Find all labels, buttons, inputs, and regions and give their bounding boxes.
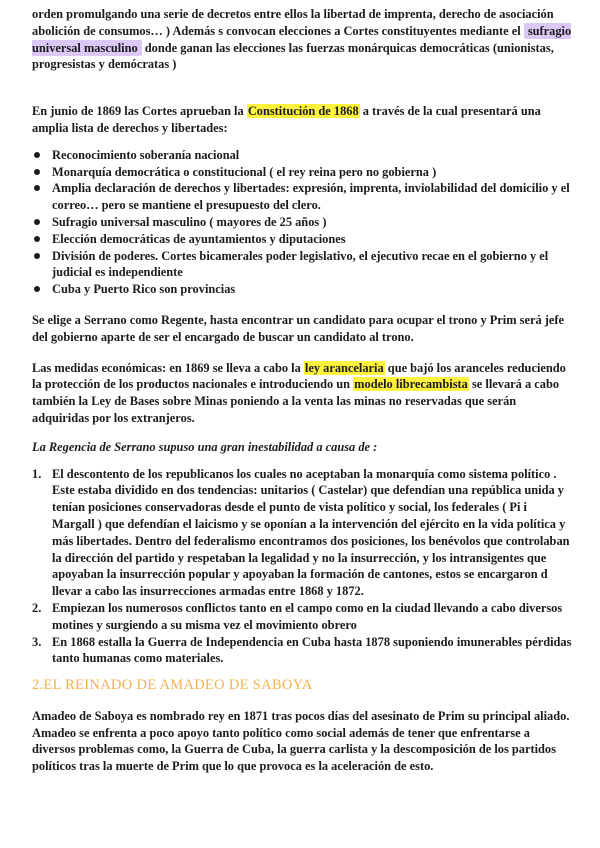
- bullet-icon: [34, 169, 40, 175]
- list-item-text: Sufragio universal masculino ( mayores de 25 años ): [52, 214, 327, 229]
- list-item: [32, 281, 572, 298]
- economy-paragraph: [32, 360, 572, 427]
- bullet-icon: [34, 236, 40, 242]
- serrano-paragraph: Se elige a Serrano como Regente, hasta encontrar un candidato para ocupar el trono y Prim será jefe del gobierno aparte de ser el encargado de buscar un candidato al trono.: [32, 312, 565, 344]
- list-item-text: Amplia declaración de derechos y libertades: expresión, imprenta, inviolabilidad del domicilio y el correo… pero se mantiene el presupuesto del clero.: [52, 181, 570, 213]
- bullet-icon: [34, 253, 40, 259]
- rights-list: [32, 147, 572, 298]
- list-number: 2.: [32, 600, 42, 615]
- list-item: [32, 600, 572, 634]
- regencia-title: La Regencia de Serrano supuso una gran inestabilidad a causa de :: [32, 439, 378, 454]
- list-number: 3.: [32, 634, 42, 649]
- highlight-sufragio: sufragio universal masculino: [32, 23, 572, 55]
- highlight-constitucion: Constitución de 1868: [247, 104, 359, 119]
- list-item: [32, 147, 572, 164]
- document-page: [32, 6, 572, 775]
- intro-paragraph: [32, 6, 572, 73]
- list-item-text: Empiezan los numerosos conflictos tanto en el campo como en la ciudad llevando a cabo diversos motines y surgiendo a su misma vez el movimiento obrero: [52, 600, 563, 632]
- intro-text-a: orden promulgando una serie de decretos entre ellos la libertad de imprenta, derecho de asociación abolición de consumos… ) Además s convocan elecciones a Cortes constituyentes mediante el: [32, 7, 554, 38]
- bullet-icon: [34, 219, 40, 225]
- economy-text-a: Las medidas económicas: en 1869 se lleva a cabo la: [32, 360, 304, 375]
- bullet-icon: [34, 152, 40, 158]
- section-heading: 2.EL REINADO DE AMADEO DE SABOYA: [32, 677, 313, 694]
- economy-text-c: se llevará a cabo también la Ley de Bases sobre Minas poniendo a la venta las minas no reservadas que serán adquiridas por los extranjeros.: [32, 377, 560, 425]
- list-item: [32, 180, 572, 214]
- intro-text-b: donde ganan las elecciones las fuerzas monárquicas democráticas (unionistas, progresistas y demócratas ): [32, 40, 554, 72]
- list-item-text: Cuba y Puerto Rico son provincias: [52, 282, 236, 297]
- list-item: [32, 248, 572, 282]
- amadeo-paragraph: Amadeo de Saboya es nombrado rey en 1871 tras pocos días del asesinato de Prim su principal aliado. Amadeo se enfrenta a poco apoyo tanto político como social además de tener que enfrentarse a diversos problemas como, la Guerra de Cuba, la guerra carlista y la descomposición de los partidos políticos tras la muerte de Prim que lo que provoca es la aceleración de esto.: [32, 708, 570, 774]
- list-item-text: Elección democráticas de ayuntamientos y diputaciones: [52, 231, 346, 246]
- highlight-modelo-librecambista: modelo librecambista: [354, 377, 468, 392]
- bullet-icon: [34, 185, 40, 191]
- list-item: [32, 231, 572, 248]
- list-item-text: Monarquía democrática o constitucional ( el rey reina pero no gobierna ): [52, 164, 437, 179]
- list-number: 1.: [32, 466, 42, 481]
- list-item-text: Reconocimiento soberanía nacional: [52, 147, 240, 162]
- economy-text-b: que bajó los aranceles reduciendo la protección de los productos nacionales e introduciendo un: [32, 360, 566, 392]
- constitution-text-b: a través de la cual presentará una amplia lista de derechos y libertades:: [32, 104, 541, 135]
- constitution-text-a: En junio de 1869 las Cortes aprueban la: [32, 104, 247, 119]
- list-item-text: El descontento de los republicanos los cuales no aceptaban la monarquía como sistema político . Este estaba dividido en dos tendencias: unitarios ( Castelar) que defendían una república unida y tenían posiciones conservadoras desde el punto de vista político y social, los federales ( Pi i Margall ) que defendían el laicismo y se oponían a la intervención del ejército en la vida política y más libertades. Dentro del federalismo encontramos dos posiciones, los benévolos que controlaban la dirección del partido y respetaban la legalidad y no la insurrección, y los intransigentes que apoyaban la insurrección popular y apoyaban la formación de cantones, estos se encargaron d llevar a cabo las insurrecciones armadas entre 1868 y 1872.: [52, 466, 570, 599]
- causes-list: [32, 466, 572, 668]
- list-item-text: División de poderes. Cortes bicamerales poder legislativo, el ejecutivo recae en el gobierno y el judicial es independiente: [52, 248, 549, 280]
- list-item-text: En 1868 estalla la Guerra de Independencia en Cuba hasta 1878 suponiendo imunerables pérdidas tanto humanas como materiales.: [52, 634, 572, 666]
- constitution-paragraph: [32, 103, 572, 137]
- list-item: [32, 214, 572, 231]
- list-item: [32, 634, 572, 668]
- bullet-icon: [34, 286, 40, 292]
- list-item: [32, 466, 572, 600]
- list-item: [32, 164, 572, 181]
- highlight-ley-arancelaria: ley arancelaria: [304, 360, 384, 375]
